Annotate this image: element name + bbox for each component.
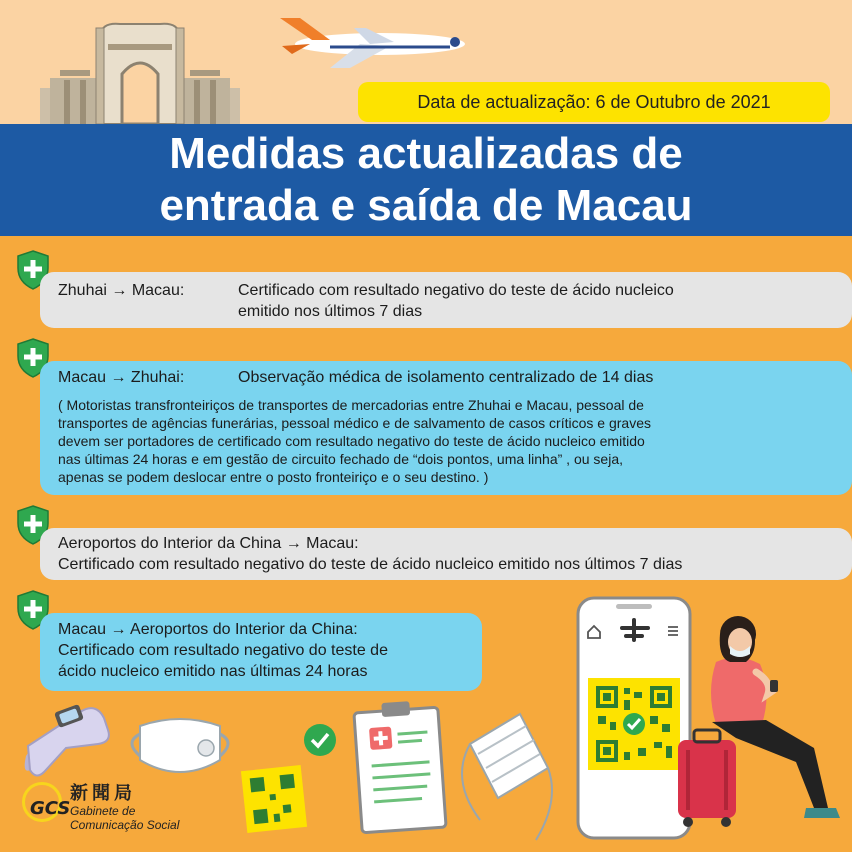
face-mask-icon xyxy=(462,714,552,840)
route-label: Macau → Zhuhai: xyxy=(58,369,185,386)
check-icon xyxy=(304,724,336,756)
note-line: ( Motoristas transfronteiriços de transportes de mercadorias entre Zhuhai e Macau, pessoal de xyxy=(58,397,644,413)
route-label: Zhuhai → Macau: xyxy=(58,282,185,299)
measure-card-zhuhai-to-macau xyxy=(40,272,852,328)
route-label: Aeroportos do Interior da China → Macau: xyxy=(58,535,359,552)
measure-card-macau-to-zhuhai xyxy=(40,361,852,495)
requirement-text xyxy=(238,280,834,320)
measure-card-mainland-airports-to-macau xyxy=(40,528,852,580)
route-label: Macau → Aeroportos do Interior da China: xyxy=(58,621,358,638)
page-title-line-1: Medidas actualizadas de xyxy=(169,129,683,178)
update-date-badge: Data de actualização: 6 de Outubro de 2021 xyxy=(358,82,830,122)
airplane-icon xyxy=(270,14,470,70)
note-line: apenas se podem deslocar entre o posto fronteiriço e o seu destino. ) xyxy=(58,469,489,485)
logo-chinese-name: 新聞局 xyxy=(70,783,136,803)
medical-clipboard-icon xyxy=(354,701,446,833)
thermometer-icon xyxy=(25,704,109,776)
exception-note xyxy=(58,396,834,486)
measure-card-macau-to-mainland-airports xyxy=(40,613,482,691)
logo-name-line-1: Gabinete de xyxy=(70,804,136,818)
page-title-line-2: entrada e saída de Macau xyxy=(159,181,693,230)
face-mask-icon xyxy=(132,719,228,772)
requirement-line: ácido nucleico emitido nas últimas 24 horas xyxy=(58,663,368,680)
gcs-logo xyxy=(16,782,179,832)
note-line: devem ser portadores de certificado com resultado negativo do teste de ácido nucleico emitido xyxy=(58,433,645,449)
ruins-of-st-paul-icon xyxy=(40,18,240,124)
qr-code-icon xyxy=(241,765,307,833)
logo-name-line-2: Comunicação Social xyxy=(70,818,180,832)
gcs-logo-text xyxy=(70,782,179,832)
requirement-text: Certificado com resultado negativo do teste de ácido nucleico emitido nos últimos 7 dias xyxy=(58,556,683,573)
requirement-line: Certificado com resultado negativo do teste de xyxy=(58,642,388,659)
note-line: transportes de agências funerárias, pessoal médico e de salvamento de casos críticos e graves xyxy=(58,415,651,431)
requirement-line: Certificado com resultado negativo do teste de ácido nucleico xyxy=(238,282,674,299)
requirement-line: emitido nos últimos 7 dias xyxy=(238,303,423,320)
smartphone-icon xyxy=(576,596,692,840)
traveller-illustration xyxy=(676,612,846,828)
note-line: nas últimas 24 horas e em gestão de circuito fechado de “dois pontos, uma linha” , ou seja, xyxy=(58,451,623,467)
gcs-logo-mark: GCS xyxy=(16,782,64,826)
title-band xyxy=(0,124,852,236)
requirement-text: Observação médica de isolamento centralizado de 14 dias xyxy=(238,369,654,386)
